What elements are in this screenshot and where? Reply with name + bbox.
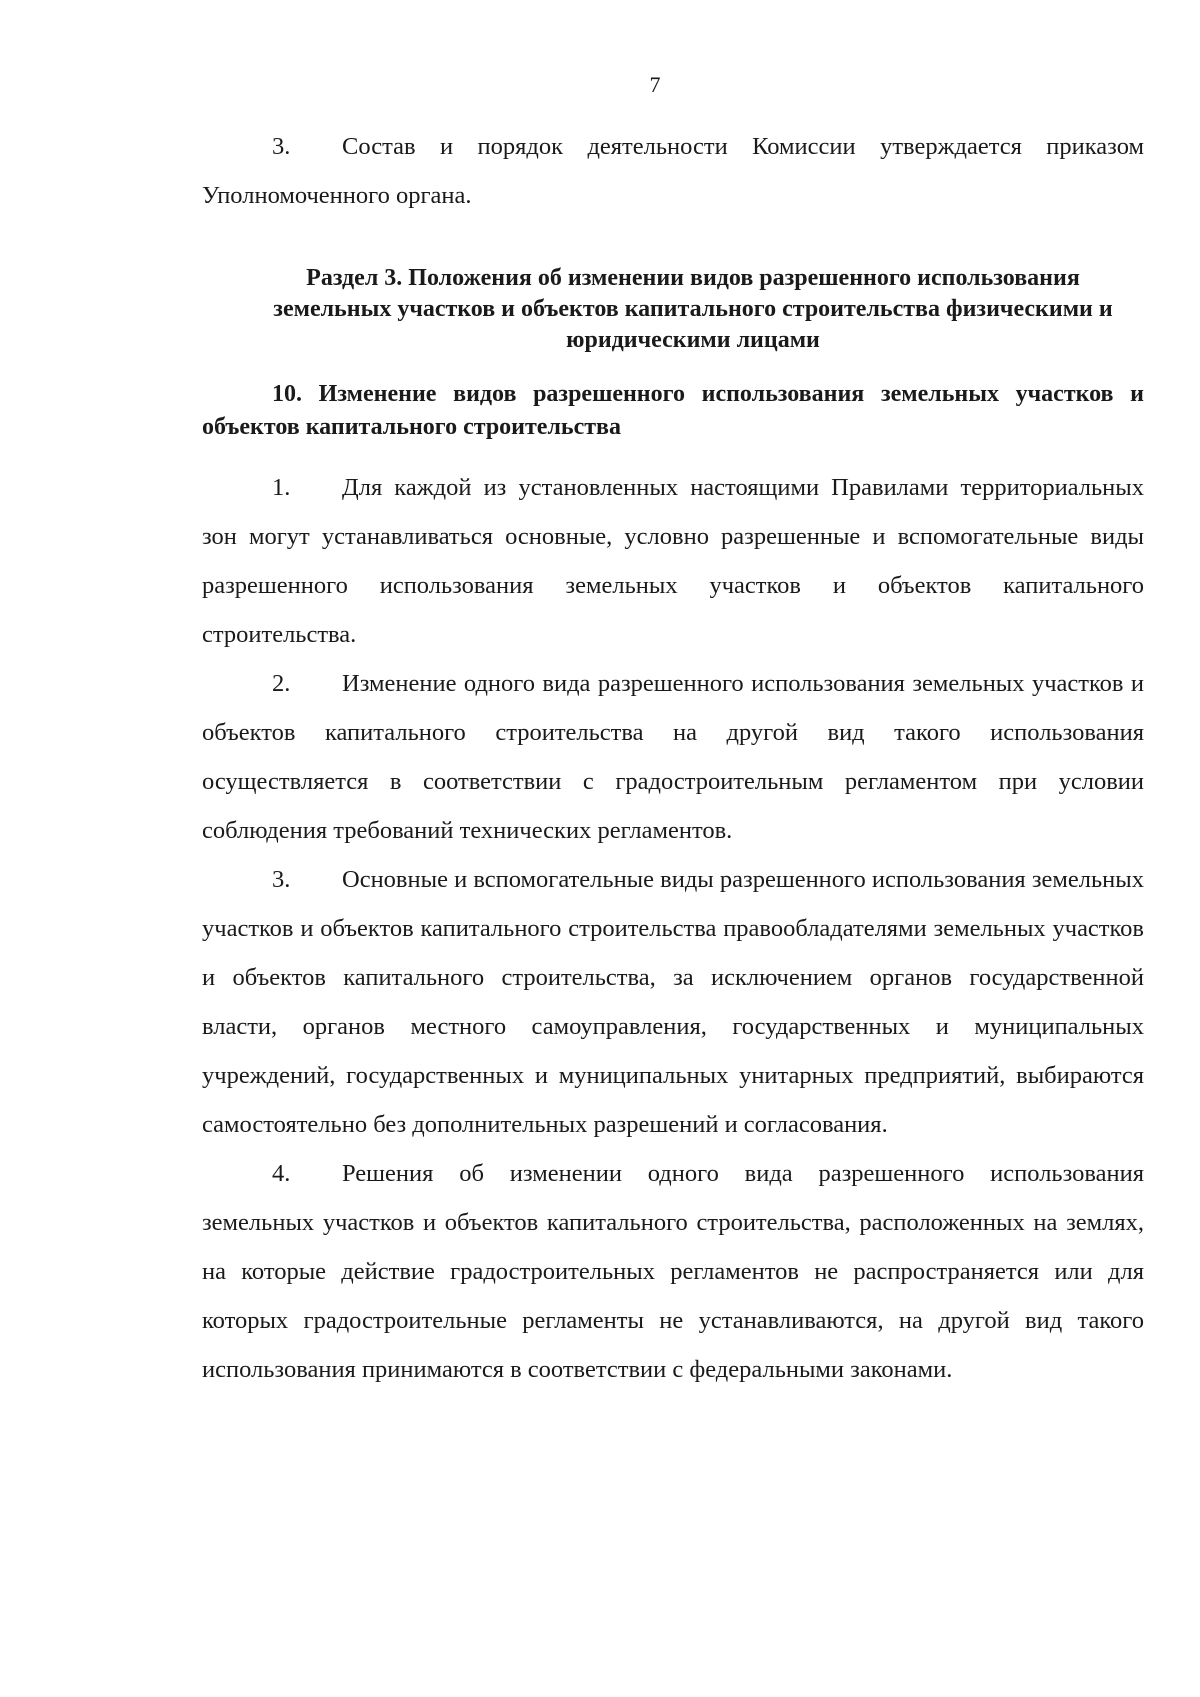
intro-paragraph: [202, 122, 1144, 220]
paragraph-number: 3.: [272, 866, 291, 893]
paragraph-text: Состав и порядок деятельности Комиссии утверждается приказом Уполномоченного органа.: [202, 133, 1144, 209]
page-content: [202, 122, 1144, 1394]
paragraph-number: 2.: [272, 670, 291, 697]
paragraph-text: Решения об изменении одного вида разрешенного использования земельных участков и объектов капитального строительства, расположенных на землях, на которые действие градостроительных регламентов не распространяется или для которых градостроительные регламенты не устанавливаются, на другой вид такого использования принимаются в соответствии с федеральными законами.: [202, 1160, 1144, 1383]
paragraph-number: 1.: [272, 474, 291, 501]
article-paragraph-4: [202, 1149, 1144, 1394]
paragraph-number: 4.: [272, 1160, 291, 1187]
article-title: 10. Изменение видов разрешенного использования земельных участков и объектов капитального строительства: [202, 381, 1144, 440]
paragraph-number: 3.: [272, 133, 291, 160]
paragraph-text: Основные и вспомогательные виды разрешенного использования земельных участков и объектов капитального строительства правообладателями земельных участков и объектов капитального строительства, за исключением органов государственной власти, органов местного самоуправления, государственных и муниципальных учреждений, государственных и муниципальных унитарных предприятий, выбираются самостоятельно без дополнительных разрешений и согласования.: [202, 866, 1144, 1138]
article-paragraph-2: [202, 659, 1144, 855]
paragraph-text: Для каждой из установленных настоящими Правилами территориальных зон могут устанавливаться основные, условно разрешенные и вспомогательные виды разрешенного использования земельных участков и объектов капитального строительства.: [202, 474, 1144, 648]
paragraph-text: Изменение одного вида разрешенного использования земельных участков и объектов капитального строительства на другой вид такого использования осуществляется в соответствии с градостроительным регламентом при условии соблюдения требований технических регламентов.: [202, 670, 1144, 844]
article-paragraph-1: [202, 463, 1144, 659]
page-number: 7: [649, 72, 661, 97]
section-title: Раздел 3. Положения об изменении видов разрешенного использования земельных участков и объектов капитального строительства физическими и юридическими лицами: [273, 265, 1113, 353]
article-paragraph-3: [202, 855, 1144, 1149]
